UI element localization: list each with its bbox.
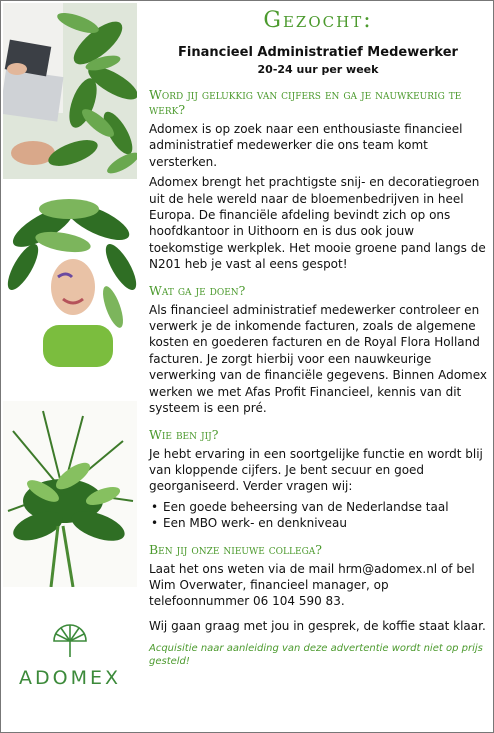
green-bouquet-photo [3, 401, 137, 587]
intro-paragraph: Adomex is op zoek naar een enthousiaste financieel administratief medewerker die ons team komt versterken. [149, 122, 463, 169]
profile-paragraph: Je hebt ervaring in een soortgelijke functie en wordt blij van kloppende cijfers. Je bent secuur en goed georganiseerd. Verder vragen wij: [149, 446, 483, 494]
tasks-paragraph: Als financieel administratief medewerker controleer en verwerk je de inkomende facturen, zoals de algemene kosten en goederen facturen en de Royal Flora Holland facturen. Je zorgt hierbij voor een nauwkeurige verwerking van de financiële gegevens. Binnen Adomex werken we met Afas Profit Financieel, kennis van dit systeem is een pré. [149, 302, 487, 416]
requirements-list [149, 499, 487, 532]
logo-wordmark: ADOMEX [19, 667, 121, 689]
acquisition-disclaimer: Acquisitie naar aanleiding van deze advertentie wordt niet op prijs gesteld! [149, 643, 483, 668]
section-heading-contact: Ben jij onze nieuwe collega? [149, 541, 322, 557]
office-plants-photo [3, 3, 137, 179]
section-heading-tasks: Wat ga je doen? [149, 282, 246, 298]
palm-leaf-icon [50, 621, 90, 661]
section-heading-intro: Word jij gelukkig van cijfers en ga je nauwkeurig te werk? [149, 87, 462, 117]
leaf-headdress-portrait-photo [3, 187, 137, 367]
contact-paragraph: Laat het ons weten via de mail hrm@adomex.nl of bel Wim Overwater, financieel manager, op telefoonnummer 06 104 590 83. [149, 561, 475, 609]
page-title: Gezocht: [263, 8, 373, 33]
job-hours: 20-24 uur per week [257, 63, 379, 76]
main-content [149, 1, 487, 668]
company-paragraph: Adomex brengt het prachtigste snij- en decoratiegroen uit de hele wereld naar de bloemenbedrijven in heel Europa. De financiële afdeling bevindt zich op ons hoofdkantoor in Uithoorn en is dus ook jouw toekomstige werkplek. Het mooie groene pand langs de N201 heb je vast al eens gespot! [149, 175, 486, 272]
adomex-logo [1, 621, 139, 689]
section-heading-profile: Wie ben jij? [149, 426, 219, 442]
list-item: • Een MBO werk- en denkniveau [161, 515, 487, 531]
job-title: Financieel Administratief Medewerker [178, 45, 458, 60]
list-item: • Een goede beheersing van de Nederlandse taal [161, 499, 487, 515]
sidebar [1, 1, 139, 732]
closing-paragraph: Wij gaan graag met jou in gesprek, de koffie staat klaar. [149, 618, 486, 633]
